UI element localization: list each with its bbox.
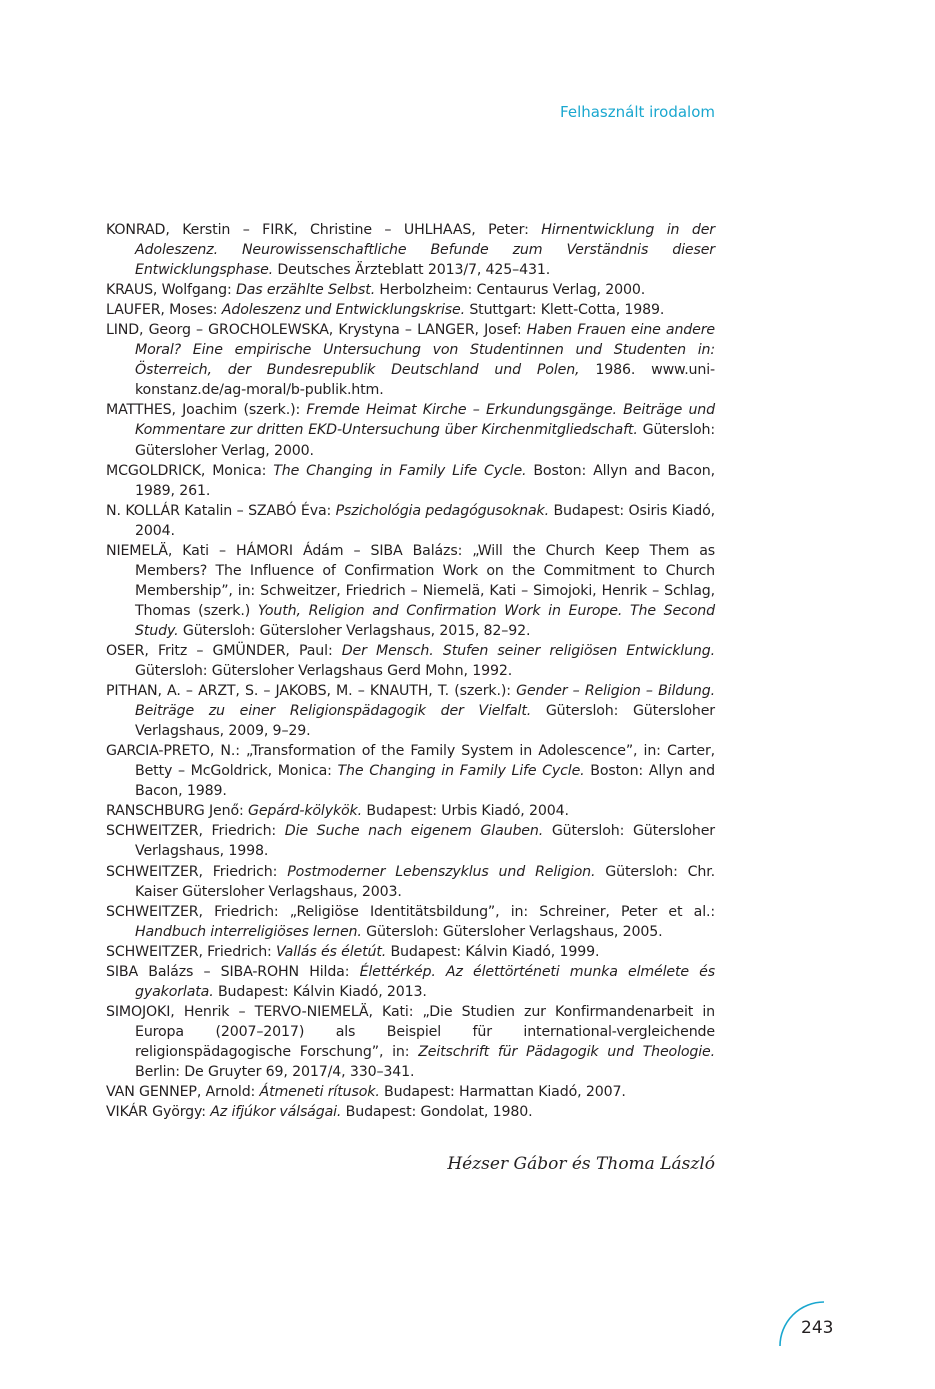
reference-text: LAUFER, Moses: — [106, 302, 222, 319]
reference-entry — [106, 902, 715, 942]
reference-title: Átmeneti rítusok. — [259, 1084, 380, 1101]
reference-text: KONRAD, Kerstin – FIRK, Christine – UHLHAAS, Peter: — [106, 222, 542, 238]
reference-entry — [106, 280, 715, 300]
reference-entry — [106, 1082, 715, 1102]
reference-title: Haben Frauen eine andere Moral? Eine empirische Untersuchung von Studentinnen und Studenten in: Österreich, der Bundesrepublik Deutschland und Polen, — [135, 322, 715, 379]
reference-text: SCHWEITZER, Friedrich: — [106, 943, 277, 960]
reference-text: NIEMELÄ, Kati – HÁMORI Ádám – SIBA Balázs: „Will the Church Keep Them as Members? The Influence of Confirmation Work on the Commitment to Church Membership”, in: Schweitzer, Friedrich – Niemelä, Kati – Simojoki, Henrik – Schlag, Thomas (szerk.) — [106, 542, 715, 619]
reference-text: N. KOLLÁR Katalin – SZABÓ Éva: — [106, 502, 336, 519]
reference-text: OSER, Fritz – GMÜNDER, Paul: — [106, 642, 342, 659]
reference-publication: Gütersloh: Gütersloher Verlagshaus, 1998. — [135, 823, 715, 860]
reference-publication: Gütersloh: Chr. Kaiser Gütersloher Verlagshaus, 2003. — [135, 863, 716, 900]
reference-entry — [106, 501, 715, 541]
reference-text: SCHWEITZER, Friedrich: „Religiöse Identitätsbildung”, in: Schreiner, Peter et al.: — [106, 903, 715, 920]
reference-text: KRAUS, Wolfgang: — [106, 282, 236, 299]
reference-title: Gepárd-kölykök. — [248, 803, 362, 820]
reference-title: Pszichológia pedagógusoknak. — [335, 502, 549, 519]
reference-title: Adoleszenz und Entwicklungskrise. — [221, 302, 465, 319]
reference-publication: Gütersloh: Gütersloher Verlag, 2000. — [135, 422, 716, 459]
reference-title: Das erzählte Selbst. — [235, 282, 376, 299]
reference-text: RANSCHBURG Jenő: — [106, 803, 248, 820]
reference-title: Youth, Religion and Confirmation Work in Europe. The Second Study. — [135, 602, 715, 639]
reference-entry — [106, 862, 715, 902]
reference-text: SCHWEITZER, Friedrich: — [106, 863, 288, 880]
reference-title: Fremde Heimat Kirche – Erkundungsgänge. Beiträge und Kommentare zur dritten EKD-Untersuchung über Kirchenmitgliedschaft. — [135, 402, 715, 439]
reference-title: Postmoderner Lebenszyklus und Religion. — [287, 863, 596, 880]
reference-title: Handbuch interreligiöses lernen. — [135, 923, 362, 940]
reference-entry — [106, 220, 715, 280]
reference-publication: Budapest: Kálvin Kiadó, 1999. — [386, 943, 600, 960]
reference-publication: Gütersloh: Gütersloher Verlagshaus, 2009, 9–29. — [135, 703, 715, 740]
reference-title: Vallás és életút. — [276, 943, 387, 960]
reference-text: PITHAN, A. – ARZT, S. – JAKOBS, M. – KNAUTH, T. (szerk.): — [106, 683, 517, 700]
running-header: Felhasznált irodalom — [560, 103, 715, 121]
reference-publication: Budapest: Urbis Kiadó, 2004. — [362, 803, 569, 820]
reference-entry — [106, 400, 715, 460]
reference-publication: 1986. www.uni-konstanz.de/ag-moral/b-publik.htm. — [135, 362, 715, 399]
reference-entry — [106, 821, 715, 861]
reference-publication: Gütersloh: Gütersloher Verlagshaus, 2005. — [361, 923, 663, 940]
reference-entry — [106, 942, 715, 962]
reference-entry — [106, 541, 715, 641]
reference-publication: Herbolzheim: Centaurus Verlag, 2000. — [375, 282, 646, 299]
reference-title: Hirnentwicklung in der Adoleszenz. Neurowissenschaftliche Befunde zum Verständnis dieser Entwicklungsphase. — [135, 222, 715, 279]
reference-text: MCGOLDRICK, Monica: — [106, 462, 274, 479]
reference-title: Az ifjúkor válságai. — [210, 1104, 342, 1121]
reference-entry — [106, 461, 715, 501]
reference-publication: Berlin: De Gruyter 69, 2017/4, 330–341. — [135, 1063, 415, 1080]
reference-entry — [106, 300, 715, 320]
reference-entry — [106, 801, 715, 821]
reference-text: SIBA Balázs – SIBA-ROHN Hilda: — [106, 963, 360, 980]
reference-publication: Budapest: Harmattan Kiadó, 2007. — [379, 1084, 626, 1101]
reference-title: Zeitschrift für Pädagogik und Theologie. — [418, 1043, 715, 1060]
reference-title: Gender – Religion – Bildung. Beiträge zu einer Religionspädagogik der Vielfalt. — [135, 683, 715, 720]
reference-title: The Changing in Family Life Cycle. — [273, 462, 527, 479]
reference-entry — [106, 320, 715, 400]
reference-text: GARCIA-PRETO, N.: „Transformation of the Family System in Adolescence”, in: Carter, Betty – McGoldrick, Monica: — [106, 743, 715, 780]
reference-text: LIND, Georg – GROCHOLEWSKA, Krystyna – LANGER, Josef: — [106, 322, 527, 339]
reference-entry — [106, 1102, 715, 1122]
reference-text: SIMOJOKI, Henrik – TERVO-NIEMELÄ, Kati: „Die Studien zur Konfirmandenarbeit in Europa (2007–2017) als Beispiel für international-vergleichende religionspädagogische Forschung”, in: — [106, 1003, 715, 1060]
reference-entry — [106, 681, 715, 741]
reference-title: The Changing in Family Life Cycle. — [337, 763, 585, 780]
reference-publication: Gütersloh: Gütersloher Verlagshaus Gerd Mohn, 1992. — [135, 663, 513, 680]
author-signature: Hézser Gábor és Thoma László — [447, 1154, 715, 1174]
reference-publication: Deutsches Ärzteblatt 2013/7, 425–431. — [273, 262, 551, 279]
reference-entry — [106, 641, 715, 681]
reference-text: MATTHES, Joachim (szerk.): — [106, 402, 307, 419]
reference-text: SCHWEITZER, Friedrich: — [106, 823, 285, 840]
page-number: 243 — [801, 1318, 834, 1338]
reference-publication: Budapest: Gondolat, 1980. — [341, 1104, 533, 1121]
reference-publication: Stuttgart: Klett-Cotta, 1989. — [464, 302, 665, 319]
reference-publication: Budapest: Osiris Kiadó, 2004. — [135, 502, 715, 539]
reference-list — [106, 220, 715, 1122]
reference-title: Der Mensch. Stufen seiner religiösen Entwicklung. — [341, 642, 715, 659]
reference-entry — [106, 741, 715, 801]
reference-publication: Budapest: Kálvin Kiadó, 2013. — [213, 983, 427, 1000]
reference-publication: Boston: Allyn and Bacon, 1989, 261. — [135, 462, 715, 499]
reference-text: VIKÁR György: — [106, 1104, 211, 1121]
reference-publication: Gütersloh: Gütersloher Verlagshaus, 2015, 82–92. — [178, 622, 531, 639]
reference-entry — [106, 1002, 715, 1082]
reference-title: Élettérkép. Az élettörténeti munka elmélete és gyakorlata. — [135, 963, 716, 1000]
reference-title: Die Suche nach eigenem Glauben. — [284, 823, 544, 840]
reference-text: VAN GENNEP, Arnold: — [106, 1084, 260, 1101]
reference-publication: Boston: Allyn and Bacon, 1989. — [135, 763, 716, 800]
reference-entry — [106, 962, 715, 1002]
